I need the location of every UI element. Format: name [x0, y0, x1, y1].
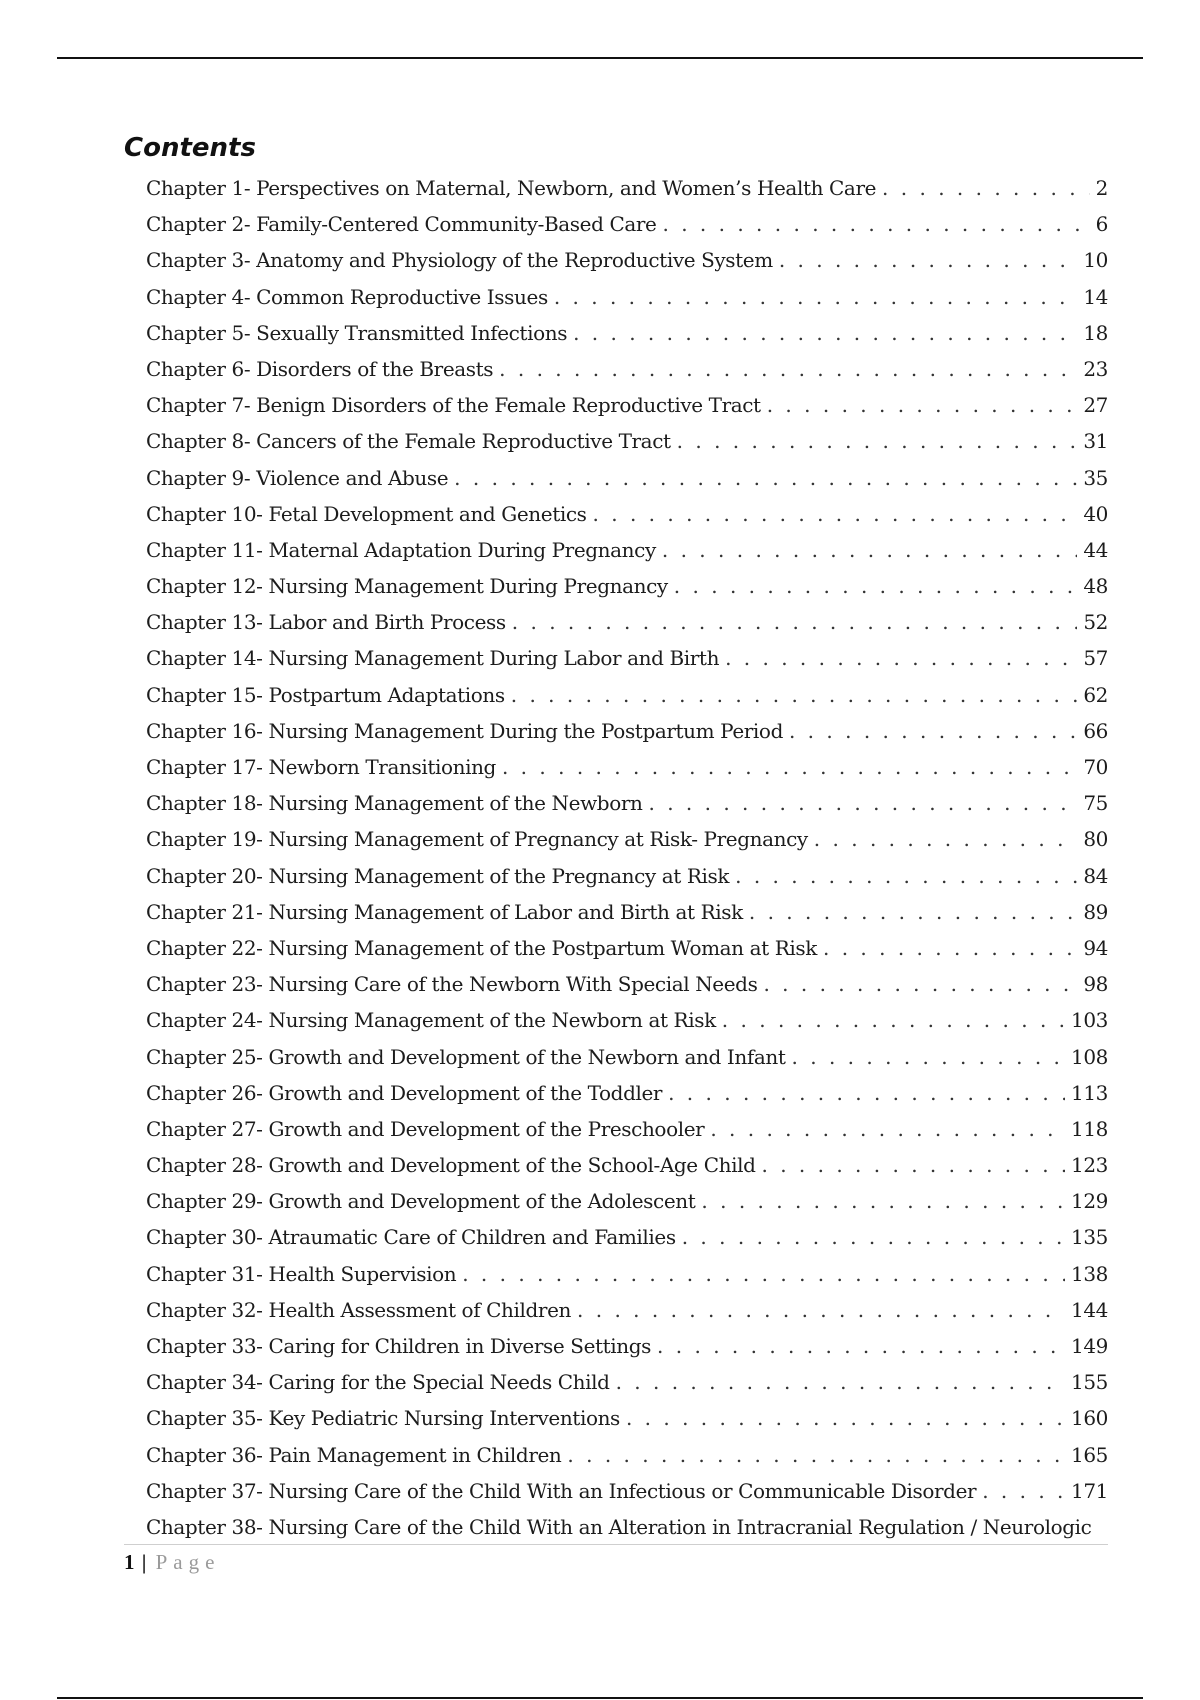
toc-dot-leader [792, 1045, 1065, 1069]
toc-entry[interactable] [146, 357, 1108, 393]
toc-entry-page-number: 165 [1071, 1442, 1108, 1467]
toc-entry[interactable] [146, 1406, 1108, 1442]
toc-entry-page-number: 160 [1071, 1406, 1108, 1431]
toc-entry-label: Chapter 23- Nursing Care of the Newborn With Special Needs [146, 972, 758, 997]
toc-entry-page-number: 98 [1083, 972, 1108, 997]
toc-dot-leader [779, 248, 1078, 272]
toc-dot-leader [823, 936, 1077, 960]
toc-entry[interactable] [146, 1515, 1108, 1551]
toc-entry[interactable] [146, 1008, 1108, 1044]
toc-dot-leader [657, 1334, 1065, 1358]
toc-entry-label: Chapter 4- Common Reproductive Issues [146, 284, 548, 309]
toc-entry-page-number: 6 [1095, 212, 1108, 237]
toc-entry-page-number: 31 [1083, 429, 1108, 454]
toc-entry-label: Chapter 37- Nursing Care of the Child With an Infectious or Communicable Disorder [146, 1478, 977, 1503]
toc-entry-page-number: 62 [1083, 682, 1108, 707]
toc-entry[interactable] [146, 900, 1108, 936]
toc-entry-page-number: 144 [1071, 1297, 1108, 1322]
toc-dot-leader [616, 1370, 1065, 1394]
toc-entry-label: Chapter 21- Nursing Management of Labor and Birth at Risk [146, 899, 743, 924]
toc-entry[interactable] [146, 1298, 1108, 1334]
toc-entry[interactable] [146, 827, 1108, 863]
toc-dot-leader [735, 864, 1077, 888]
toc-dot-leader [789, 719, 1077, 743]
toc-entry-page-number: 113 [1071, 1080, 1108, 1105]
toc-entry[interactable] [146, 864, 1108, 900]
toc-entry[interactable] [146, 466, 1108, 502]
toc-entry-label: Chapter 15- Postpartum Adaptations [146, 682, 505, 707]
toc-entry-page-number: 14 [1083, 284, 1108, 309]
toc-entry-page-number: 94 [1083, 935, 1108, 960]
toc-dot-leader [749, 900, 1077, 924]
toc-entry[interactable] [146, 755, 1108, 791]
toc-entry-page-number: 80 [1083, 827, 1108, 852]
toc-entry-page-number: 84 [1083, 863, 1108, 888]
toc-entry[interactable] [146, 248, 1108, 284]
toc-entry-label: Chapter 12- Nursing Management During Pregnancy [146, 574, 668, 599]
toc-entry[interactable] [146, 1189, 1108, 1225]
toc-dot-leader [499, 357, 1077, 381]
toc-dot-leader [567, 1443, 1065, 1467]
toc-entry-page-number: 10 [1083, 248, 1108, 273]
toc-entry-page-number: 149 [1071, 1334, 1108, 1358]
toc-dot-leader [761, 1153, 1065, 1177]
toc-dot-leader [593, 502, 1078, 526]
toc-entry-label: Chapter 34- Caring for the Special Needs Child [146, 1370, 610, 1395]
contents-heading: Contents [124, 133, 256, 163]
toc-entry-label: Chapter 14- Nursing Management During Labor and Birth [146, 646, 720, 671]
toc-entry[interactable] [146, 212, 1108, 248]
toc-entry-page-number: 135 [1071, 1225, 1108, 1250]
toc-entry-page-number: 70 [1083, 755, 1108, 779]
toc-dot-leader [767, 393, 1078, 417]
toc-dot-leader [814, 827, 1078, 851]
toc-dot-leader [454, 466, 1077, 490]
toc-entry-label: Chapter 27- Growth and Development of the Preschooler [146, 1116, 705, 1141]
footer-separator: | [141, 1550, 147, 1574]
toc-dot-leader [677, 429, 1078, 453]
table-of-contents [146, 176, 1108, 1551]
toc-entry-page-number: 18 [1083, 320, 1108, 345]
toc-entry-label: Chapter 8- Cancers of the Female Reproductive Tract [146, 429, 671, 454]
toc-entry-label: Chapter 31- Health Supervision [146, 1261, 457, 1286]
toc-dot-leader [512, 610, 1078, 634]
toc-entry-page-number: 48 [1083, 574, 1108, 599]
toc-dot-leader [725, 646, 1077, 670]
page-number: 1 [124, 1550, 135, 1574]
toc-dot-leader [763, 972, 1077, 996]
toc-dot-leader [674, 574, 1078, 598]
toc-entry-page-number: 35 [1083, 465, 1108, 490]
toc-entry-label: Chapter 10- Fetal Development and Genetics [146, 501, 587, 526]
toc-entry-page-number: 66 [1083, 718, 1108, 743]
toc-entry-label: Chapter 19- Nursing Management of Pregnancy at Risk- Pregnancy [146, 827, 808, 852]
toc-entry-label: Chapter 16- Nursing Management During the Postpartum Period [146, 718, 783, 743]
toc-entry-page-number: 171 [1071, 1478, 1108, 1503]
toc-dot-leader [982, 1479, 1065, 1503]
page-label: Page [155, 1550, 221, 1574]
toc-dot-leader [577, 1298, 1065, 1322]
toc-entry[interactable] [146, 429, 1108, 465]
page-bottom-rule [57, 1697, 1143, 1699]
toc-entry-label: Chapter 22- Nursing Management of the Postpartum Woman at Risk [146, 935, 817, 960]
page-top-rule [57, 57, 1143, 59]
toc-entry-page-number: 89 [1083, 899, 1108, 924]
toc-entry-page-number: 103 [1071, 1008, 1108, 1033]
toc-entry-label: Chapter 1- Perspectives on Maternal, Newborn, and Women’s Health Care [146, 176, 877, 200]
toc-entry-label: Chapter 26- Growth and Development of the Toddler [146, 1080, 663, 1105]
toc-entry-label: Chapter 35- Key Pediatric Nursing Interventions [146, 1406, 620, 1431]
toc-entry-label: Chapter 17- Newborn Transitioning [146, 755, 496, 779]
toc-entry-page-number: 75 [1083, 791, 1108, 816]
toc-entry[interactable] [146, 1443, 1108, 1479]
toc-entry-label: Chapter 7- Benign Disorders of the Female Reproductive Tract [146, 393, 761, 418]
toc-entry-page-number: 57 [1083, 646, 1108, 671]
toc-entry[interactable] [146, 393, 1108, 429]
footer-rule [124, 1544, 1108, 1545]
toc-dot-leader [626, 1406, 1065, 1430]
toc-entry[interactable] [146, 610, 1108, 646]
toc-entry[interactable] [146, 1225, 1108, 1261]
toc-entry[interactable] [146, 1117, 1108, 1153]
toc-entry-page-number: 23 [1083, 356, 1108, 381]
toc-entry[interactable] [146, 1153, 1108, 1189]
toc-dot-leader [573, 321, 1077, 345]
toc-entry-label: Chapter 11- Maternal Adaptation During Pregnancy [146, 537, 656, 562]
toc-entry-label: Chapter 33- Caring for Children in Diverse Settings [146, 1334, 652, 1358]
toc-entry[interactable] [146, 538, 1108, 574]
toc-dot-leader [722, 1008, 1065, 1032]
toc-dot-leader [662, 538, 1077, 562]
toc-entry[interactable] [146, 502, 1108, 538]
toc-entry-page-number: 138 [1071, 1261, 1108, 1286]
toc-entry[interactable] [146, 1334, 1108, 1370]
toc-entry-page-number: 27 [1083, 393, 1108, 418]
toc-entry-label: Chapter 28- Growth and Development of the School-Age Child [146, 1153, 756, 1178]
toc-entry-label: Chapter 2- Family-Centered Community-Based Care [146, 212, 657, 237]
toc-entry-label: Chapter 9- Violence and Abuse [146, 465, 449, 490]
toc-entry-label: Chapter 32- Health Assessment of Children [146, 1297, 572, 1322]
toc-entry-page-number: 123 [1071, 1153, 1108, 1178]
toc-entry-label: Chapter 6- Disorders of the Breasts [146, 356, 494, 381]
toc-entry-label: Chapter 25- Growth and Development of the Newborn and Infant [146, 1044, 786, 1069]
toc-entry[interactable] [146, 1045, 1108, 1081]
toc-entry[interactable] [146, 936, 1108, 972]
toc-entry[interactable] [146, 574, 1108, 610]
toc-entry[interactable] [146, 683, 1108, 719]
toc-entry[interactable] [146, 1370, 1108, 1406]
toc-dot-leader [511, 683, 1078, 707]
toc-entry-label: Chapter 36- Pain Management in Children [146, 1442, 562, 1467]
toc-dot-leader [682, 1225, 1065, 1249]
toc-dot-leader [462, 1262, 1065, 1286]
toc-entry-label: Chapter 30- Atraumatic Care of Children and Families [146, 1225, 676, 1250]
toc-dot-leader [662, 212, 1089, 236]
toc-entry-label: Chapter 24- Nursing Management of the Newborn at Risk [146, 1008, 716, 1033]
toc-dot-leader [701, 1189, 1065, 1213]
toc-dot-leader [648, 791, 1077, 815]
toc-entry-label: Chapter 5- Sexually Transmitted Infections [146, 320, 568, 345]
toc-dot-leader [710, 1117, 1065, 1141]
toc-entry-label: Chapter 20- Nursing Management of the Pregnancy at Risk [146, 863, 730, 888]
toc-entry-label: Chapter 38- Nursing Care of the Child With an Alteration in Intracranial Regulation / Neurologic [146, 1514, 1092, 1539]
toc-entry[interactable] [146, 1479, 1108, 1515]
toc-entry-label: Chapter 18- Nursing Management of the Newborn [146, 791, 643, 816]
toc-entry-label: Chapter 29- Growth and Development of the Adolescent [146, 1189, 696, 1214]
toc-entry-page-number: 40 [1083, 501, 1108, 526]
toc-dot-leader [668, 1081, 1065, 1105]
toc-entry-label: Chapter 13- Labor and Birth Process [146, 610, 506, 635]
toc-entry[interactable] [146, 321, 1108, 357]
toc-dot-leader [554, 285, 1078, 309]
toc-entry-label: Chapter 3- Anatomy and Physiology of the Reproductive System [146, 248, 773, 273]
toc-entry[interactable] [146, 285, 1108, 321]
page-footer [124, 1550, 220, 1575]
toc-entry-page-number: 129 [1071, 1189, 1108, 1214]
toc-dot-leader [882, 176, 1090, 200]
toc-entry-page-number: 108 [1071, 1044, 1108, 1069]
toc-entry-page-number: 52 [1083, 610, 1108, 635]
toc-entry[interactable] [146, 791, 1108, 827]
toc-entry[interactable] [146, 719, 1108, 755]
toc-entry-page-number: 155 [1071, 1370, 1108, 1395]
toc-entry[interactable] [146, 646, 1108, 682]
toc-entry[interactable] [146, 176, 1108, 212]
toc-entry-page-number: 2 [1095, 176, 1108, 200]
toc-dot-leader [502, 755, 1077, 779]
toc-entry[interactable] [146, 1262, 1108, 1298]
toc-entry-page-number: 44 [1083, 537, 1108, 562]
toc-entry[interactable] [146, 1081, 1108, 1117]
toc-entry-page-number: 118 [1071, 1116, 1108, 1141]
toc-entry[interactable] [146, 972, 1108, 1008]
